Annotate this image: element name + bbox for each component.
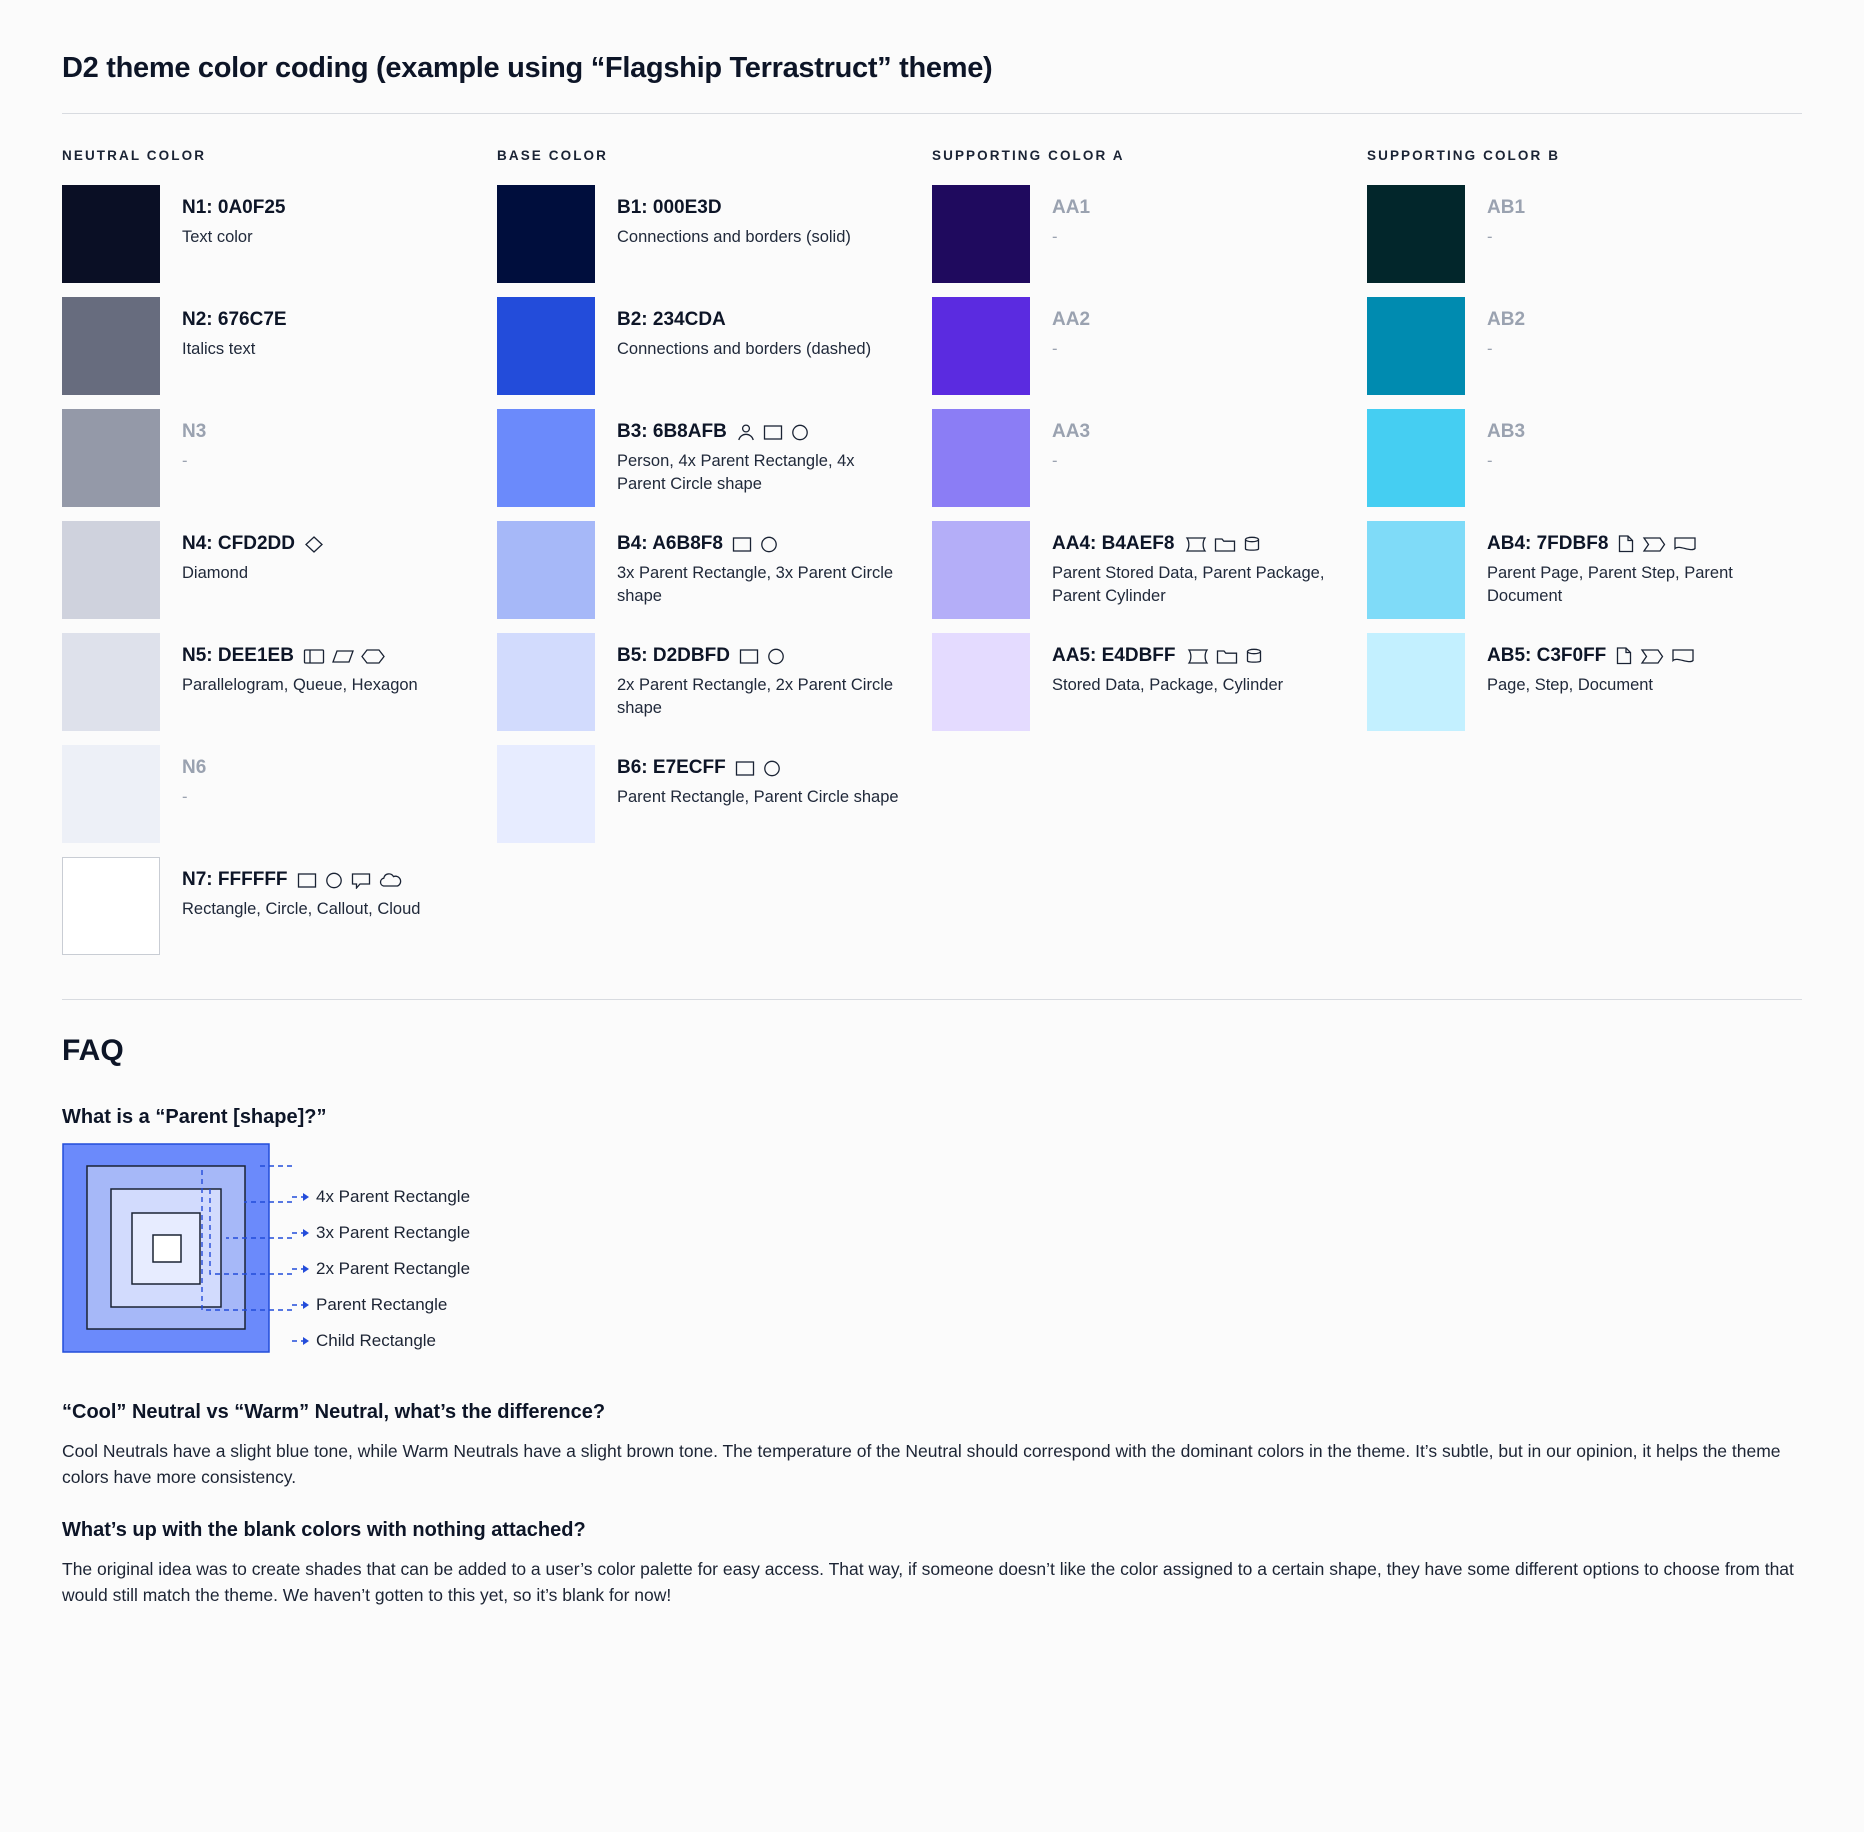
color-swatch xyxy=(62,745,160,843)
rectangle-icon xyxy=(735,759,755,777)
color-swatch xyxy=(497,409,595,507)
diamond-icon xyxy=(304,535,324,553)
color-swatch-description: Connections and borders (solid) xyxy=(617,227,851,246)
color-swatch-row xyxy=(1367,409,1772,507)
color-swatch-info xyxy=(1052,185,1090,249)
color-swatch-info xyxy=(182,297,287,361)
color-swatch-description: 2x Parent Rectangle, 2x Parent Circle shape xyxy=(617,675,894,717)
circle-icon xyxy=(766,647,786,665)
color-swatch xyxy=(932,409,1030,507)
faq-answer-2: Cool Neutrals have a slight blue tone, while Warm Neutrals have a slight brown tone. The temperature of the Neutral should correspond with the dominant colors in the theme. It’s subtle, but in our opinion, it helps the theme colors have more consistency. xyxy=(62,1441,1781,1488)
color-swatch-info xyxy=(1052,297,1090,361)
color-swatch-description: - xyxy=(1487,339,1493,358)
color-swatch-name: N1: 0A0F25 xyxy=(182,197,286,218)
step-icon xyxy=(1640,647,1664,665)
color-swatch-name: AB4: 7FDBF8 xyxy=(1487,533,1609,554)
color-swatch-description: - xyxy=(1052,227,1058,246)
nest-label-4x xyxy=(292,1179,470,1215)
color-swatch xyxy=(1367,633,1465,731)
color-swatch-label-line xyxy=(1052,645,1283,667)
color-swatch-label-line xyxy=(182,869,420,891)
page-title: D2 theme color coding (example using “Flagship Terrastruct” theme) xyxy=(62,52,993,84)
color-swatch-label-line xyxy=(1487,309,1525,331)
color-swatch-description: Rectangle, Circle, Callout, Cloud xyxy=(182,899,421,918)
step-icon xyxy=(1642,535,1666,553)
color-swatch-row xyxy=(932,297,1337,395)
color-swatch-label-line xyxy=(617,645,902,667)
arrow-right-icon xyxy=(292,1227,310,1239)
color-swatch-label-line xyxy=(617,197,851,219)
color-swatch-row xyxy=(932,409,1337,507)
hexagon-icon xyxy=(361,647,385,665)
rectangle-icon xyxy=(297,871,317,889)
color-swatch-name: AA2 xyxy=(1052,309,1091,330)
color-swatch-description: Connections and borders (dashed) xyxy=(617,339,872,358)
color-swatch-name: B3: 6B8AFB xyxy=(617,421,727,442)
color-swatch-name: B6: E7ECFF xyxy=(617,757,726,778)
color-swatch-name: N4: CFD2DD xyxy=(182,533,295,554)
color-swatch-row xyxy=(932,185,1337,283)
color-column xyxy=(62,148,497,969)
page-icon xyxy=(1615,646,1633,665)
color-swatch-row xyxy=(497,297,902,395)
color-swatch-label-line xyxy=(182,757,206,779)
color-swatch-description: Parallelogram, Queue, Hexagon xyxy=(182,675,418,694)
title-divider xyxy=(62,113,1802,114)
color-swatch-label-line xyxy=(182,533,324,555)
color-swatch-info xyxy=(1052,521,1337,607)
color-swatch-info xyxy=(1487,409,1525,473)
color-swatch-name: N5: DEE1EB xyxy=(182,645,294,666)
color-swatch-row xyxy=(1367,185,1772,283)
person-icon xyxy=(736,423,756,441)
color-swatch-name: AB5: C3F0FF xyxy=(1487,645,1607,666)
shape-icon-group xyxy=(297,871,402,889)
cylinder-icon xyxy=(1243,535,1261,553)
queue-icon xyxy=(303,647,325,665)
shape-icon-group xyxy=(1615,646,1695,665)
color-swatch xyxy=(1367,185,1465,283)
color-swatch-description: - xyxy=(1052,451,1058,470)
shape-icon-group xyxy=(1617,534,1697,553)
color-swatch xyxy=(62,409,160,507)
color-swatch-row xyxy=(62,297,467,395)
arrow-right-icon xyxy=(292,1299,310,1311)
color-column xyxy=(497,148,932,969)
color-swatch-info xyxy=(182,633,418,697)
color-swatch xyxy=(932,297,1030,395)
color-swatch xyxy=(932,185,1030,283)
parent-shape-diagram xyxy=(62,1143,1802,1359)
color-swatch-name: AB1 xyxy=(1487,197,1526,218)
parallelogram-icon xyxy=(332,647,354,665)
rectangle-icon xyxy=(732,535,752,553)
shape-icon-group xyxy=(732,535,779,553)
color-swatch xyxy=(1367,409,1465,507)
color-swatch-info xyxy=(617,633,902,719)
arrow-right-icon xyxy=(292,1335,310,1347)
shape-icon-group xyxy=(739,647,786,665)
color-swatch-row xyxy=(62,633,467,731)
color-column xyxy=(932,148,1367,969)
color-swatch-name: B1: 000E3D xyxy=(617,197,722,218)
color-column-heading: NEUTRAL COLOR xyxy=(62,148,207,163)
color-swatch-label-line xyxy=(182,645,418,667)
faq-divider xyxy=(62,999,1802,1000)
color-swatch-name: B2: 234CDA xyxy=(617,309,726,330)
color-column-heading: BASE COLOR xyxy=(497,148,609,163)
color-swatch-row xyxy=(1367,521,1772,619)
color-swatch-name: B4: A6B8F8 xyxy=(617,533,723,554)
color-swatch-description: Diamond xyxy=(182,563,249,582)
color-swatch-info xyxy=(617,185,851,249)
color-swatch-label-line xyxy=(1052,309,1090,331)
color-swatch-row xyxy=(1367,297,1772,395)
color-swatch-label-line xyxy=(1487,533,1772,555)
color-swatch-row xyxy=(62,745,467,843)
color-swatch-row xyxy=(62,521,467,619)
storeddata-icon xyxy=(1185,647,1209,665)
color-swatch-label-line xyxy=(182,309,287,331)
color-swatch xyxy=(62,297,160,395)
nest-label-text: 2x Parent Rectangle xyxy=(316,1259,471,1278)
arrow-right-icon xyxy=(292,1263,310,1275)
color-swatch-name: AA5: E4DBFF xyxy=(1052,645,1176,666)
color-swatch-name: N7: FFFFFF xyxy=(182,869,288,890)
circle-icon xyxy=(762,759,782,777)
faq-question-3: What’s up with the blank colors with nothing attached? xyxy=(62,1518,586,1541)
shape-icon-group xyxy=(303,647,385,665)
document-icon xyxy=(1671,647,1695,665)
color-swatch-label-line xyxy=(1487,421,1525,443)
color-swatch-info xyxy=(182,521,324,585)
cylinder-icon xyxy=(1245,647,1263,665)
color-swatch-info xyxy=(1487,633,1695,697)
color-swatch xyxy=(932,633,1030,731)
color-swatch-description: Italics text xyxy=(182,339,256,358)
color-swatch-info xyxy=(182,409,206,473)
color-swatch-label-line xyxy=(617,533,902,555)
color-swatch xyxy=(497,633,595,731)
color-swatch-row xyxy=(1367,633,1772,731)
color-swatch-row xyxy=(497,633,902,731)
nest-label-3x xyxy=(292,1215,470,1251)
nest-label-text: 4x Parent Rectangle xyxy=(316,1187,471,1206)
color-swatch xyxy=(62,857,160,955)
color-swatch-info xyxy=(1487,521,1772,607)
color-swatch-description: 3x Parent Rectangle, 3x Parent Circle shape xyxy=(617,563,894,605)
color-swatch-row xyxy=(497,185,902,283)
package-icon xyxy=(1214,535,1236,553)
color-swatch xyxy=(932,521,1030,619)
color-column-heading: SUPPORTING COLOR A xyxy=(932,148,1125,163)
cloud-icon xyxy=(378,871,402,889)
shape-icon-group xyxy=(1185,647,1263,665)
nest-label-child xyxy=(292,1323,470,1359)
color-swatch-description: Page, Step, Document xyxy=(1487,675,1654,694)
package-icon xyxy=(1216,647,1238,665)
color-swatch-row xyxy=(62,857,467,955)
nested-rectangle-labels xyxy=(292,1143,470,1359)
color-swatch xyxy=(497,297,595,395)
color-swatch-name: N6 xyxy=(182,757,207,778)
color-swatch-label-line xyxy=(617,757,899,779)
shape-icon-group xyxy=(304,535,324,553)
color-swatch xyxy=(1367,521,1465,619)
faq-question-1: What is a “Parent [shape]?” xyxy=(62,1106,327,1128)
color-swatch-description: - xyxy=(1487,451,1493,470)
color-swatch-info xyxy=(182,185,286,249)
nested-leader-lines xyxy=(200,1155,292,1351)
color-swatch-label-line xyxy=(1487,197,1525,219)
color-swatch-description: Parent Page, Parent Step, Parent Document xyxy=(1487,563,1733,605)
color-swatch-description: Text color xyxy=(182,227,253,246)
page-icon xyxy=(1617,534,1635,553)
color-swatch-description: - xyxy=(1487,227,1493,246)
color-swatch-info xyxy=(617,521,902,607)
color-swatch-label-line xyxy=(617,309,871,331)
color-swatch-description: - xyxy=(1052,339,1058,358)
color-swatch-info xyxy=(182,745,206,809)
circle-icon xyxy=(324,871,344,889)
arrow-right-icon xyxy=(292,1191,310,1203)
color-swatch-info xyxy=(1052,409,1090,473)
color-swatch-description: - xyxy=(182,451,188,470)
shape-icon-group xyxy=(735,759,782,777)
color-column-heading: SUPPORTING COLOR B xyxy=(1367,148,1561,163)
color-swatch-description: Parent Stored Data, Parent Package, Parent Cylinder xyxy=(1052,563,1325,605)
color-swatch-row xyxy=(932,521,1337,619)
color-swatch-info xyxy=(1487,297,1525,361)
shape-icon-group xyxy=(736,423,810,441)
rectangle-icon xyxy=(739,647,759,665)
color-swatch-name: AB3 xyxy=(1487,421,1526,442)
color-columns xyxy=(62,148,1802,969)
color-swatch-row xyxy=(932,633,1337,731)
color-swatch-row xyxy=(62,409,467,507)
faq-heading: FAQ xyxy=(62,1034,124,1067)
color-swatch-name: N2: 676C7E xyxy=(182,309,287,330)
rectangle-icon xyxy=(763,423,783,441)
nest-label-2x xyxy=(292,1251,470,1287)
color-swatch-label-line xyxy=(1052,197,1090,219)
color-swatch-info xyxy=(617,745,899,809)
color-swatch-info xyxy=(1487,185,1525,249)
color-swatch xyxy=(62,521,160,619)
document-icon xyxy=(1673,535,1697,553)
color-swatch xyxy=(497,745,595,843)
color-swatch-info xyxy=(182,857,420,921)
color-swatch-description: Person, 4x Parent Rectangle, 4x Parent Circle shape xyxy=(617,451,855,493)
storeddata-icon xyxy=(1183,535,1207,553)
color-swatch-name: AB2 xyxy=(1487,309,1526,330)
nest-label-text: Parent Rectangle xyxy=(316,1295,448,1314)
color-swatch xyxy=(497,521,595,619)
circle-icon xyxy=(790,423,810,441)
color-swatch xyxy=(1367,297,1465,395)
faq-answer-3: The original idea was to create shades that can be added to a user’s color palette for easy access. That way, if someone doesn’t like the color assigned to a certain shape, they have some different options to choose from that would still match the theme. We haven’t gotten to this yet, so it’s blank for now! xyxy=(62,1558,1794,1605)
color-swatch-name: B5: D2DBFD xyxy=(617,645,730,666)
color-swatch-name: AA1 xyxy=(1052,197,1091,218)
color-swatch-info xyxy=(1052,633,1283,697)
shape-icon-group xyxy=(1183,535,1261,553)
circle-icon xyxy=(759,535,779,553)
color-swatch-label-line xyxy=(1052,421,1090,443)
nest-label-text: 3x Parent Rectangle xyxy=(316,1223,471,1242)
nest-label-text: Child Rectangle xyxy=(316,1331,437,1350)
nest-label-parent xyxy=(292,1287,470,1323)
color-swatch-row xyxy=(62,185,467,283)
color-swatch-row xyxy=(497,745,902,843)
color-swatch-name: AA3 xyxy=(1052,421,1091,442)
color-swatch xyxy=(62,185,160,283)
color-swatch-label-line xyxy=(1052,533,1337,555)
color-swatch xyxy=(497,185,595,283)
color-swatch-label-line xyxy=(182,421,206,443)
color-swatch-description: Parent Rectangle, Parent Circle shape xyxy=(617,787,899,806)
color-swatch-row xyxy=(497,521,902,619)
faq-question-2: “Cool” Neutral vs “Warm” Neutral, what’s the difference? xyxy=(62,1401,606,1423)
color-swatch-label-line xyxy=(182,197,286,219)
color-swatch-description: Stored Data, Package, Cylinder xyxy=(1052,675,1284,694)
color-swatch xyxy=(62,633,160,731)
color-swatch-info xyxy=(617,297,871,361)
color-swatch-label-line xyxy=(617,421,902,443)
color-swatch-name: AA4: B4AEF8 xyxy=(1052,533,1175,554)
color-swatch-label-line xyxy=(1487,645,1695,667)
color-swatch-info xyxy=(617,409,902,495)
color-swatch-description: - xyxy=(182,787,188,806)
color-swatch-name: N3 xyxy=(182,421,207,442)
callout-icon xyxy=(351,871,371,889)
color-swatch-row xyxy=(497,409,902,507)
color-column xyxy=(1367,148,1802,969)
